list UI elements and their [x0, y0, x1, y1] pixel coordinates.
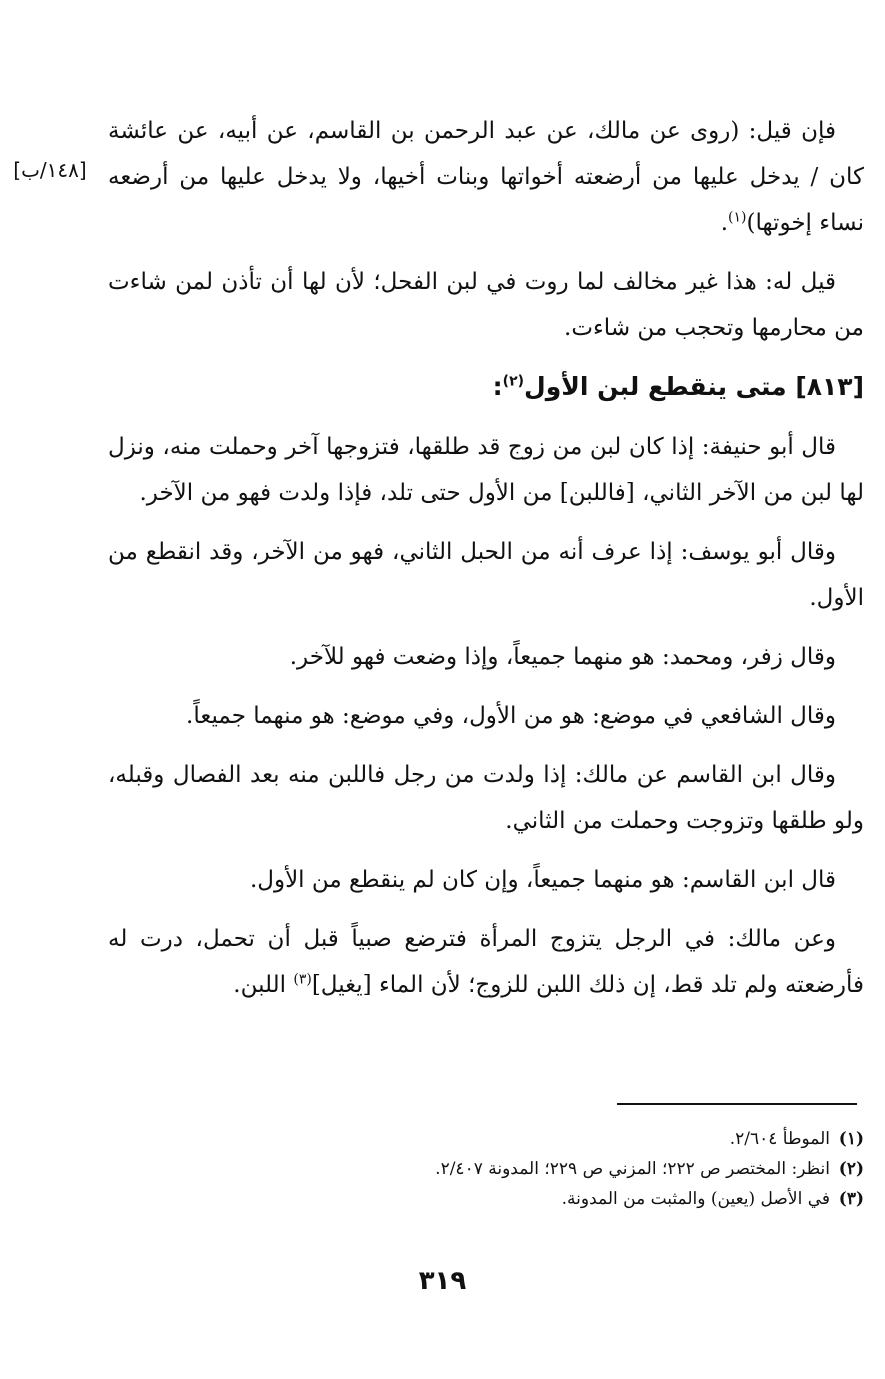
footnote-ref: (١) — [728, 209, 747, 226]
page-number: ٣١٩ — [418, 1266, 467, 1296]
footnotes — [250, 1124, 864, 1214]
paragraph-text: قال ابن القاسم: هو منهما جميعاً، وإن كان لم ينقطع من الأول. — [249, 867, 836, 893]
paragraph-objection — [108, 108, 864, 246]
paragraph-reply — [108, 259, 864, 351]
footnote-text: في الأصل (يعين) والمثبت من المدونة. — [561, 1189, 830, 1209]
footnote-ref: (٣) — [293, 971, 312, 988]
heading-text: [٨١٣] متى ينقطع لبن الأول — [524, 372, 864, 401]
paragraph-zufar — [108, 634, 864, 680]
paragraph-text: قيل له: هذا غير مخالف لما روت في لبن الفحل؛ لأن لها أن تأذن لمن شاءت من محارمها وتحجب من شاءت. — [108, 269, 864, 341]
paragraph-abu-yusuf — [108, 529, 864, 621]
paragraph-shafii — [108, 693, 864, 739]
footnote-item — [250, 1124, 864, 1154]
footnote-divider — [617, 1103, 857, 1105]
paragraph-tail: اللبن. — [233, 972, 294, 998]
paragraph-text: وعن مالك: في الرجل يتزوج المرأة فترضع صبياً قبل أن تحمل، درت له فأرضعته ولم تلد قط، إن ذلك اللبن للزوج؛ لأن الماء [يغيل] — [108, 926, 864, 998]
paragraph-text: وقال الشافعي في موضع: هو من الأول، وفي موضع: هو منهما جميعاً. — [186, 703, 836, 729]
paragraph-text: قال أبو حنيفة: إذا كان لبن من زوج قد طلقها، فتزوجها آخر وحملت منه، ونزل لها لبن من الآخر الثاني، [فاللبن] من الأول حتى تلد، فإذا ولدت فهو من الآخر. — [108, 434, 864, 506]
paragraph-malik — [108, 916, 864, 1008]
footnote-number: (١) — [838, 1129, 864, 1149]
footnote-text: انظر: المختصر ص ٢٢٢؛ المزني ص ٢٢٩؛ المدونة ٢/٤٠٧. — [435, 1159, 830, 1179]
paragraph-ibn-qasim — [108, 857, 864, 903]
paragraph-text: فإن قيل: (روى عن مالك، عن عبد الرحمن بن القاسم، عن أبيه، عن عائشة كان / يدخل عليها من أرضعته أخواتها وبنات أخيها، ولا يدخل عليها من أرضعه نساء إخوتها) — [108, 118, 864, 236]
footnote-item — [250, 1184, 864, 1214]
folio-margin-note: [١٤٨/ب] — [13, 158, 87, 182]
paragraph-text: وقال زفر، ومحمد: هو منهما جميعاً، وإذا وضعت فهو للآخر. — [289, 644, 836, 670]
footnote-ref: (٢) — [502, 373, 525, 390]
footnote-item — [250, 1154, 864, 1184]
footnote-number: (٢) — [838, 1159, 864, 1179]
paragraph-text: وقال ابن القاسم عن مالك: إذا ولدت من رجل فاللبن منه بعد الفصال وقبله، ولو طلقها وتزوجت وحملت من الثاني. — [108, 762, 864, 834]
paragraph-tail: . — [720, 210, 728, 236]
paragraph-ibn-qasim-malik — [108, 752, 864, 844]
main-text — [108, 108, 864, 1021]
section-heading — [108, 364, 864, 410]
footnote-text: الموطأ ٢/٦٠٤. — [729, 1129, 830, 1149]
paragraph-text: وقال أبو يوسف: إذا عرف أنه من الحبل الثاني، فهو من الآخر، وقد انقطع من الأول. — [108, 539, 864, 611]
footnote-number: (٣) — [838, 1189, 864, 1209]
paragraph-abu-hanifa — [108, 424, 864, 516]
heading-tail: : — [492, 372, 503, 401]
